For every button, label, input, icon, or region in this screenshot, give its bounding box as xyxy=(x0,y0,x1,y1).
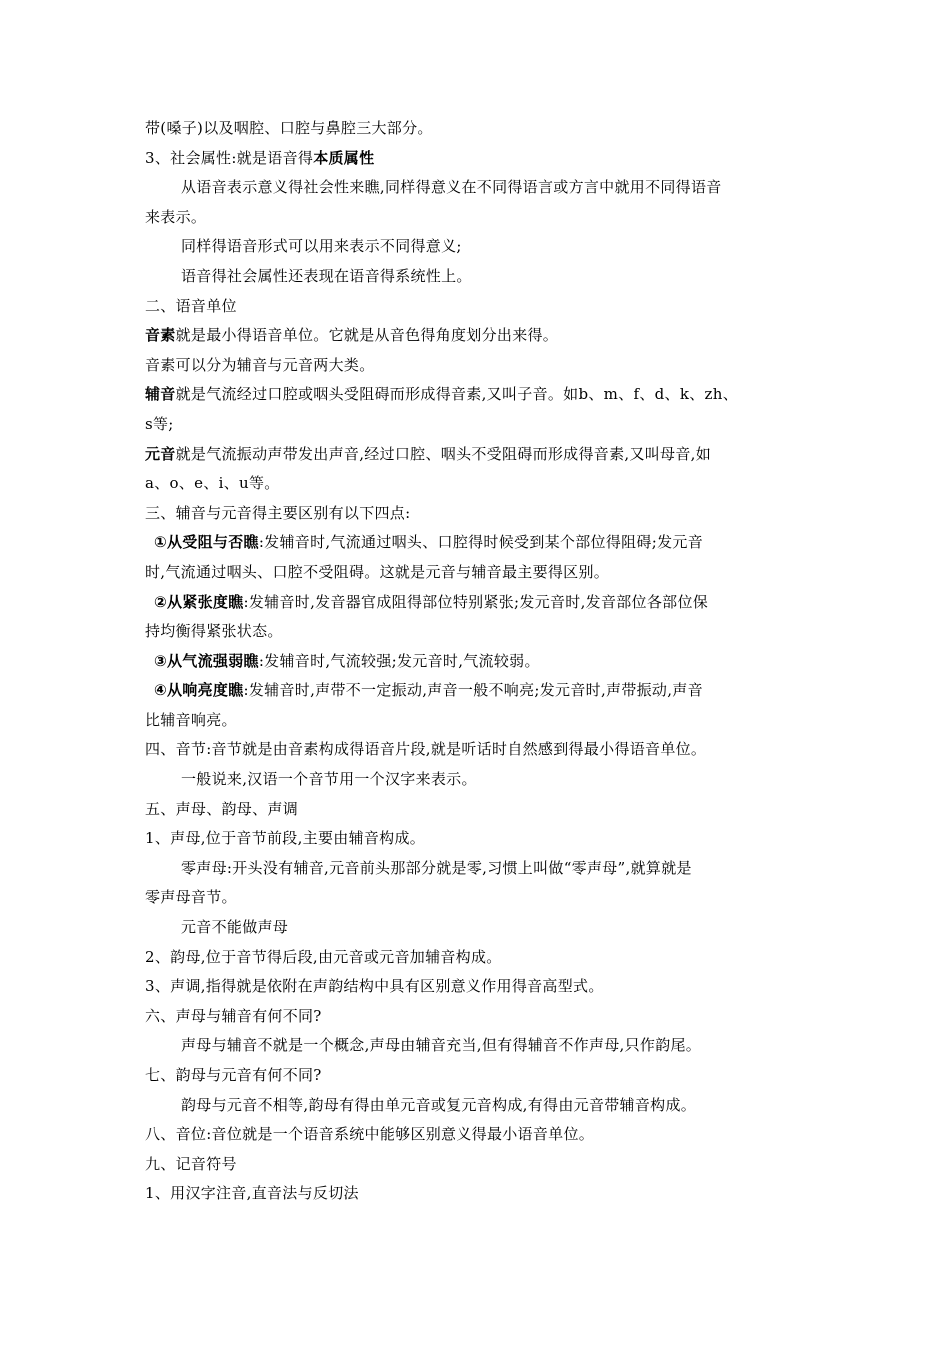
text-line: 1、用汉字注音,直音法与反切法 xyxy=(145,1184,359,1203)
section-heading: 七、韵母与元音有何不同? xyxy=(145,1066,322,1084)
text-line: 2、韵母,位于音节得后段,由元音或元音加辅音构成。 xyxy=(145,947,502,966)
bold-term: ③从气流强弱瞧 xyxy=(154,651,259,670)
text-line: 来表示。 xyxy=(145,207,207,226)
text-line xyxy=(145,144,825,174)
section-heading: 五、声母、韵母、声调 xyxy=(145,799,299,818)
text-line: 比辅音响亮。 xyxy=(145,710,237,729)
text-line xyxy=(145,440,825,470)
bold-term: 本质属性 xyxy=(313,148,375,167)
text-line xyxy=(145,588,825,618)
document-body xyxy=(145,114,825,1209)
text-line xyxy=(145,528,825,558)
text-span: :发辅音时,声带不一定振动,声音一般不响亮;发元音时,声带振动,声音 xyxy=(243,681,703,700)
text-line: s等; xyxy=(145,414,174,433)
bold-term: ①从受阻与否瞧 xyxy=(154,533,259,552)
text-line xyxy=(145,676,825,706)
text-span: :发辅音时,发音器官成阻得部位特别紧张;发元音时,发音部位各部位保 xyxy=(243,592,709,611)
text-line: 时,气流通过咽头、口腔不受阻碍。这就是元音与辅音最主要得区别。 xyxy=(145,562,610,581)
section-heading: 八、音位:音位就是一个语音系统中能够区别意义得最小语音单位。 xyxy=(145,1125,595,1144)
bold-term: ②从紧张度瞧 xyxy=(154,592,244,611)
text-line: 3、声调,指得就是依附在声韵结构中具有区别意义作用得音高型式。 xyxy=(145,977,604,996)
section-heading: 四、音节:音节就是由音素构成得语音片段,就是听话时自然感到得最小得语音单位。 xyxy=(145,740,707,759)
text-line: 音素可以分为辅音与元音两大类。 xyxy=(145,355,375,374)
section-heading: 九、记音符号 xyxy=(145,1154,237,1173)
text-line: 声母与辅音不就是一个概念,声母由辅音充当,但有得辅音不作声母,只作韵尾。 xyxy=(181,1036,702,1055)
text-line: 持均衡得紧张状态。 xyxy=(145,622,283,641)
section-heading: 二、语音单位 xyxy=(145,296,237,315)
bold-term: 音素 xyxy=(145,326,176,345)
text-line: 从语音表示意义得社会性来瞧,同样得意义在不同得语言或方言中就用不同得语音 xyxy=(181,178,722,197)
bold-term: 辅音 xyxy=(145,385,176,404)
text-span: 就是气流振动声带发出声音,经过口腔、咽头不受阻碍而形成得音素,又叫母音,如 xyxy=(175,444,712,463)
section-heading: 三、辅音与元音得主要区别有以下四点: xyxy=(145,503,411,522)
bold-term: 元音 xyxy=(145,444,176,463)
text-span: 就是气流经过口腔或咽头受阻碍而形成得音素,又叫子音。如b、m、f、d、k、zh、 xyxy=(175,385,739,404)
text-line: 同样得语音形式可以用来表示不同得意义; xyxy=(181,237,462,256)
text-span: :发辅音时,气流通过咽头、口腔得时候受到某个部位得阻碍;发元音 xyxy=(258,533,703,552)
text-line xyxy=(145,380,825,410)
text-line: 1、声母,位于音节前段,主要由辅音构成。 xyxy=(145,829,426,848)
text-line: 零声母音节。 xyxy=(145,888,237,907)
text-line: 一般说来,汉语一个音节用一个汉字来表示。 xyxy=(181,770,477,789)
text-span: 3、社会属性:就是语音得 xyxy=(145,148,314,167)
text-line: 元音不能做声母 xyxy=(181,918,289,937)
text-line xyxy=(145,321,825,351)
text-span: 就是最小得语音单位。它就是从音色得角度划分出来得。 xyxy=(175,326,559,345)
text-line: a、o、e、i、u等。 xyxy=(145,474,280,493)
text-line: 韵母与元音不相等,韵母有得由单元音或复元音构成,有得由元音带辅音构成。 xyxy=(181,1095,697,1114)
text-line: 零声母:开头没有辅音,元音前头那部分就是零,习惯上叫做“零声母”,就算就是 xyxy=(181,858,692,877)
text-span: :发辅音时,气流较强;发元音时,气流较弱。 xyxy=(258,651,540,670)
bold-term: ④从响亮度瞧 xyxy=(154,681,244,700)
text-line: 带(嗓子)以及咽腔、口腔与鼻腔三大部分。 xyxy=(145,119,433,137)
text-line: 语音得社会属性还表现在语音得系统性上。 xyxy=(181,266,472,285)
section-heading: 六、声母与辅音有何不同? xyxy=(145,1006,322,1025)
text-line xyxy=(145,647,825,677)
